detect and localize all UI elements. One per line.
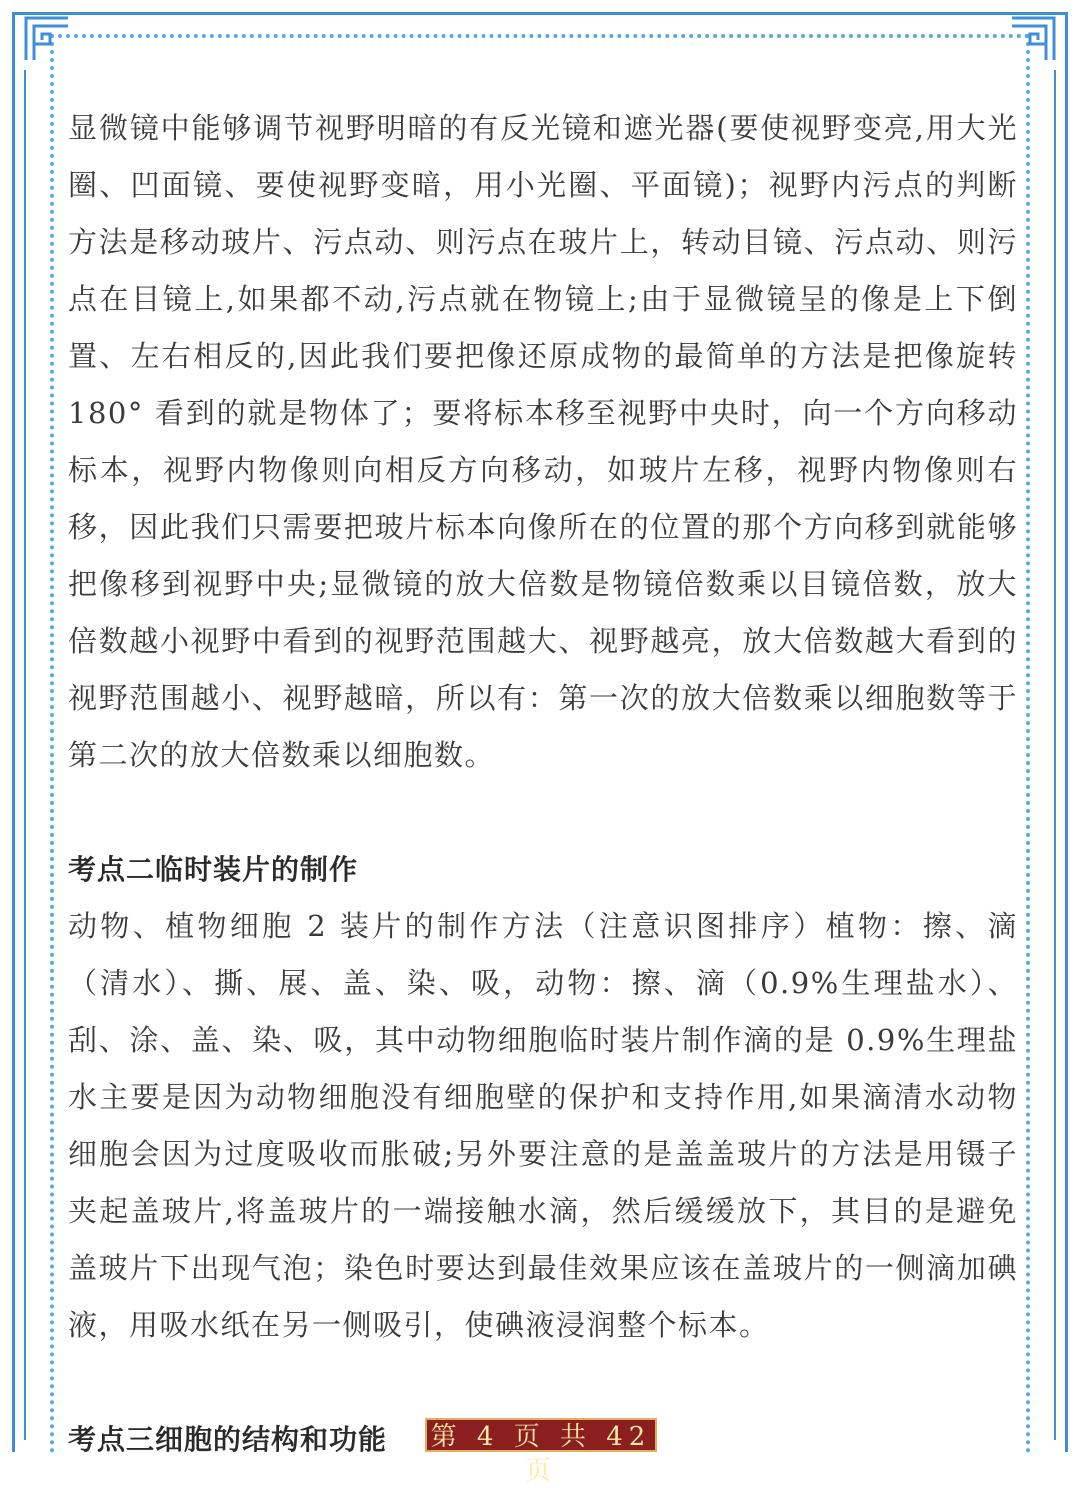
corner-ornament-icon xyxy=(1008,14,1058,64)
left-border-line xyxy=(24,70,32,1440)
section-heading-cell-structure: 考点三细胞的结构和功能 xyxy=(68,1423,388,1456)
document-body xyxy=(68,100,1018,1468)
spacer xyxy=(68,784,1018,841)
paragraph-microscope: 显微镜中能够调节视野明暗的有反光镜和遮光器(要使视野变亮,用大光圈、凹面镜、要使视野变暗，用小光圈、平面镜)；视野内污点的判断方法是移动玻片、污点动、则污点在玻片上，转动目镜、污点动、则污点在目镜上,如果都不动,污点就在物镜上;由于显微镜呈的像是上下倒置、左右相反的,因此我们要把像还原成物的最简单的方法是把像旋转180° 看到的就是物体了；要将标本移至视野中央时，向一个方向移动标本，视野内物像则向相反方向移动，如玻片左移，视野内物像则右移，因此我们只需要把玻片标本向像所在的位置的那个方向移到就能够把像移到视野中央;显微镜的放大倍数是物镜倍数乘以目镜倍数，放大倍数越小视野中看到的视野范围越大、视野越亮，放大倍数越大看到的视野范围越小、视野越暗，所以有：第一次的放大倍数乘以细胞数等于第二次的放大倍数乘以细胞数。 xyxy=(68,111,1018,772)
paragraph-slide-making: 动物、植物细胞 2 装片的制作方法（注意识图排序）植物：擦、滴（清水）、撕、展、盖、染、吸，动物：擦、滴（0.9%生理盐水）、刮、涂、盖、染、吸，其中动物细胞临时装片制作滴的是 0.9%生理盐水主要是因为动物细胞没有细胞壁的保护和支持作用,如果滴清水动物细胞会因为过度吸收而胀破;另外要注意的是盖盖玻片的方法是用镊子夹起盖玻片,将盖玻片的一端接触水滴，然后缓缓放下，其目的是避免盖玻片下出现气泡；染色时要达到最佳效果应该在盖玻片的一侧滴加碘液，用吸水纸在另一侧吸引，使碘液浸润整个标本。 xyxy=(68,909,1018,1342)
page-number-badge: 第 4 页 共 42 页 xyxy=(425,1418,657,1452)
spacer xyxy=(68,1354,1018,1411)
right-border-line xyxy=(1048,70,1056,1440)
section-heading-temporary-slide: 考点二临时装片的制作 xyxy=(68,853,359,886)
corner-ornament-icon xyxy=(22,14,72,64)
